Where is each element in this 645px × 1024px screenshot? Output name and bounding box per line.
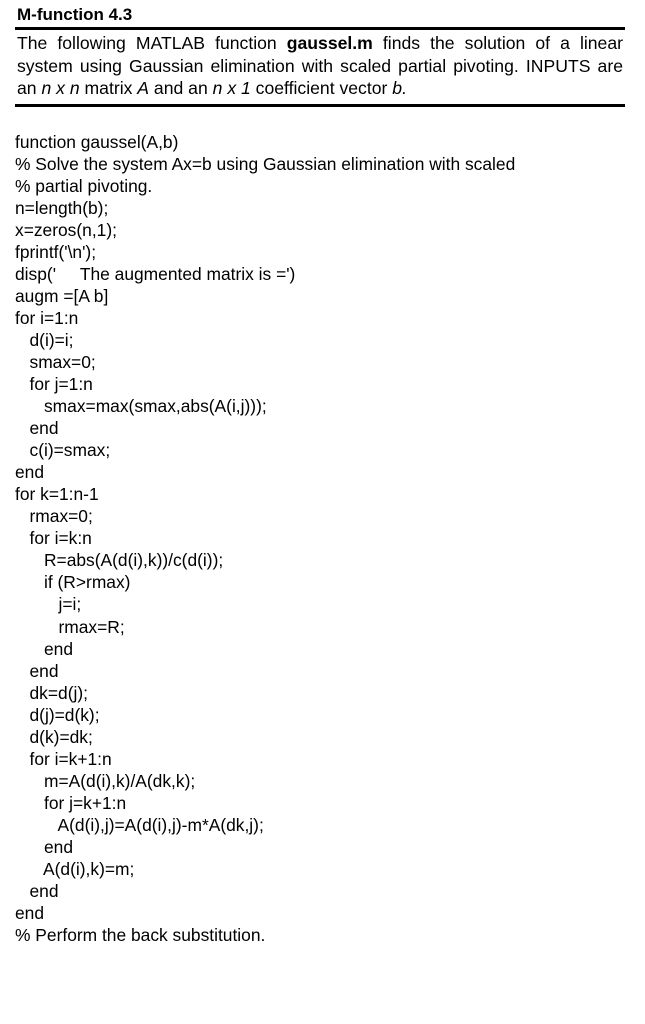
code-line: d(i)=i; [15, 329, 74, 350]
code-line: function gaussel(A,b) [15, 131, 179, 152]
code-line: x=zeros(n,1); [15, 219, 117, 240]
function-title: M-function 4.3 [17, 5, 133, 24]
code-line: disp(' The augmented matrix is =') [15, 263, 296, 284]
desc-text-1: The following MATLAB function [17, 33, 287, 53]
desc-dim-nxn: n x n [41, 78, 80, 98]
top-rule [15, 27, 625, 30]
code-line: end [15, 418, 59, 439]
code-line: smax=max(smax,abs(A(i,j))); [15, 396, 267, 417]
code-line: for i=k+1:n [15, 748, 112, 769]
code-line: end [15, 837, 74, 857]
code-line: d(k)=dk; [15, 726, 93, 747]
code-line: end [15, 638, 74, 659]
code-line: rmax=0; [15, 506, 93, 527]
code-line: n=length(b); [15, 197, 109, 218]
code-line: d(j)=d(k); [15, 704, 100, 725]
code-line: % Solve the system Ax=b using Gaussian elimination with scaled [15, 153, 516, 174]
function-description [15, 32, 625, 100]
code-line: for j=k+1:n [15, 792, 127, 813]
code-line: m=A(d(i),k)/A(dk,k); [15, 770, 196, 791]
code-line: rmax=R; [15, 616, 125, 637]
code-line: R=abs(A(d(i),k))/c(d(i)); [15, 550, 224, 571]
code-line: end [15, 881, 59, 902]
desc-dim-nx1: n x 1 [212, 78, 251, 98]
code-line: for i=1:n [15, 307, 79, 328]
bottom-rule [15, 104, 625, 107]
document-page [15, 4, 625, 946]
desc-text-4: and an [149, 78, 213, 98]
code-line: % Perform the back substitution. [15, 925, 266, 946]
code-line: end [15, 903, 45, 924]
desc-filename: gaussel.m [286, 33, 373, 53]
desc-text-2: finds the solution of a linear system using Gaussian elimination with scaled partial pivoting. INPUTS are an [17, 33, 623, 98]
code-line: dk=d(j); [15, 682, 88, 703]
desc-var-a: A [137, 78, 150, 98]
code-line: j=i; [15, 594, 82, 615]
code-line: A(d(i),j)=A(d(i),j)-m*A(dk,j); [15, 814, 264, 835]
code-line: c(i)=smax; [15, 440, 111, 461]
code-line: smax=0; [15, 351, 96, 372]
code-line: if (R>rmax) [15, 572, 131, 593]
code-line: fprintf('\n'); [15, 241, 97, 262]
code-line: A(d(i),k)=m; [15, 859, 135, 880]
desc-text-3: matrix [79, 78, 138, 98]
code-line: for k=1:n-1 [15, 484, 99, 505]
code-line: for j=1:n [15, 374, 93, 395]
code-line: augm =[A b] [15, 285, 109, 306]
code-line: end [15, 462, 45, 483]
code-line: end [15, 660, 59, 681]
code-line: % partial pivoting. [15, 175, 153, 196]
desc-text-5: coefficient vector [250, 78, 393, 98]
code-listing [15, 131, 625, 947]
desc-var-b: b. [392, 78, 407, 98]
code-line: for i=k:n [15, 528, 92, 549]
